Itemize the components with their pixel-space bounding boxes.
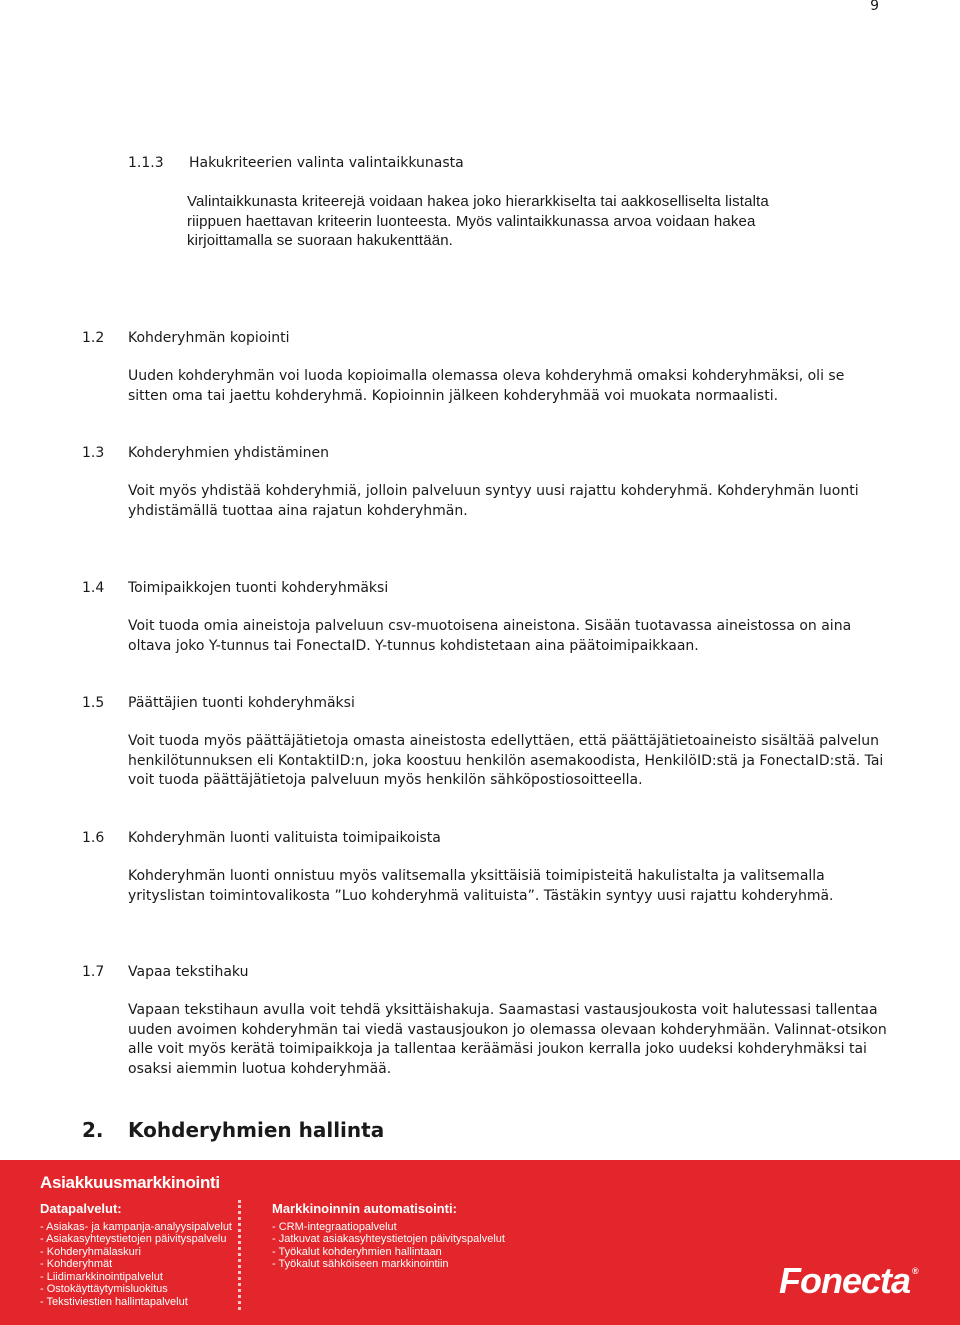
footer-right-title: Markkinoinnin automatisointi:	[272, 1201, 457, 1216]
section-title: Vapaa tekstihaku	[128, 964, 249, 980]
footer-left-column	[40, 1203, 232, 1308]
footer-list-item: - Liidimarkkinointipalvelut	[40, 1271, 232, 1284]
section-title: Hakukriteerien valinta valintaikkunasta	[189, 155, 464, 171]
body-text: Voit tuoda omia aineistoja palveluun csv-muotoisena aineistona. Sisään tuotavassa aineistossa on aina oltava joko Y-tunnus tai FonectaID. Y-tunnus kohdistetaan aina päätoimipaikkaan.	[128, 618, 852, 654]
section-number: 1.7	[82, 964, 105, 980]
body-line: riippuen haettavan kriteerin luonteesta. Myös valintaikkunassa arvoa voidaan hakea	[187, 212, 756, 230]
footer-list-item: - Jatkuvat asiakasyhteystietojen päivityspalvelut	[272, 1233, 505, 1246]
section-title: Kohderyhmien yhdistäminen	[128, 445, 329, 461]
body-text: Uuden kohderyhmän voi luoda kopioimalla olemassa oleva kohderyhmä omaksi kohderyhmäksi, oli se sitten oma tai jaettu kohderyhmä. Kopioinnin jälkeen kohderyhmää voi muokata normaalisti.	[128, 368, 845, 404]
section-body	[128, 732, 888, 791]
chapter-title: Kohderyhmien hallinta	[128, 1118, 385, 1142]
section-number: 1.4	[82, 580, 105, 596]
section-body	[128, 482, 888, 521]
footer-left-list	[40, 1221, 232, 1309]
body-line: Valintaikkunasta kriteerejä voidaan hakea joko hierarkkiselta tai aakkoselliselta listalta	[187, 193, 769, 210]
footer-right-column	[272, 1203, 505, 1271]
footer-list-item: - Tekstiviestien hallintapalvelut	[40, 1296, 232, 1309]
fonecta-logo	[779, 1260, 918, 1302]
body-text: Kohderyhmän luonti onnistuu myös valitsemalla yksittäisiä toimipisteitä hakulistalta ja valitsemalla yrityslistan toimintovalikosta ”Luo kohderyhmä valituista”. Tästäkin syntyy uusi rajattu kohderyhmä.	[128, 868, 834, 904]
section-number: 1.1.3	[128, 155, 164, 171]
section-title: Kohderyhmän kopiointi	[128, 330, 290, 346]
section-113-body	[187, 192, 877, 251]
section-body	[128, 617, 888, 656]
section-body	[128, 867, 888, 906]
footer-list-item: - Työkalut kohderyhmien hallintaan	[272, 1246, 505, 1259]
body-line: kirjoittamalla se suoraan hakukenttään.	[187, 232, 453, 249]
section-number: 1.6	[82, 830, 105, 846]
footer-list-item: - Kohderyhmät	[40, 1258, 232, 1271]
footer-list-item: - CRM-integraatiopalvelut	[272, 1221, 505, 1234]
footer-list-item: - Asiakasyhteystietojen päivityspalvelu	[40, 1233, 232, 1246]
footer-list-item: - Työkalut sähköiseen markkinointiin	[272, 1258, 505, 1271]
footer-list-item: - Asiakas- ja kampanja-analyysipalvelut	[40, 1221, 232, 1234]
section-number: 1.3	[82, 445, 105, 461]
footer-list-item: - Kohderyhmälaskuri	[40, 1246, 232, 1259]
section-body	[128, 1001, 888, 1079]
chapter-number: 2.	[82, 1118, 104, 1142]
page-number: 9	[870, 0, 879, 14]
section-body	[128, 367, 888, 406]
footer-banner	[0, 1160, 960, 1325]
section-title: Kohderyhmän luonti valituista toimipaikoista	[128, 830, 441, 846]
section-title: Toimipaikkojen tuonti kohderyhmäksi	[128, 580, 389, 596]
footer-divider	[238, 1200, 241, 1310]
footer-right-list	[272, 1221, 505, 1271]
footer-left-title: Datapalvelut:	[40, 1201, 122, 1216]
section-number: 1.5	[82, 695, 105, 711]
registered-mark-icon: ®	[912, 1266, 918, 1276]
logo-text: Fonecta	[779, 1260, 911, 1301]
body-text: Voit myös yhdistää kohderyhmiä, jolloin palveluun syntyy uusi rajattu kohderyhmä. Kohderyhmän luonti yhdistämällä tuottaa aina rajatun kohderyhmän.	[128, 483, 859, 519]
section-title: Päättäjien tuonti kohderyhmäksi	[128, 695, 355, 711]
footer-list-item: - Ostokäyttäytymisluokitus	[40, 1283, 232, 1296]
body-text: Voit tuoda myös päättäjätietoja omasta aineistosta edellyttäen, että päättäjätietoaineisto sisältää palvelun henkilötunnuksen eli KontaktiID:n, joka koostuu henkilön asemakoodista, HenkilöID:stä ja FonectaID:stä. Tai voit tuoda päättäjätietoja palveluun myös henkilön sähköpostiosoitteella.	[128, 733, 884, 788]
chapter-heading	[82, 1118, 385, 1142]
footer-brand: Asiakkuusmarkkinointi	[40, 1173, 220, 1192]
section-number: 1.2	[82, 330, 105, 346]
body-text: Vapaan tekstihaun avulla voit tehdä yksittäishakuja. Saamastasi vastausjoukosta voit halutessasi tallentaa uuden avoimen kohderyhmän tai viedä vastausjoukon jo olemassa olevaan kohderyhmään. Valinnat-otsikon alle voit myös kerätä toimipaikkoja ja tallentaa keräämäsi joukon kerralla joko uudeksi kohderyhmäksi tai osaksi aiemmin luotua kohderyhmää.	[128, 1002, 887, 1077]
